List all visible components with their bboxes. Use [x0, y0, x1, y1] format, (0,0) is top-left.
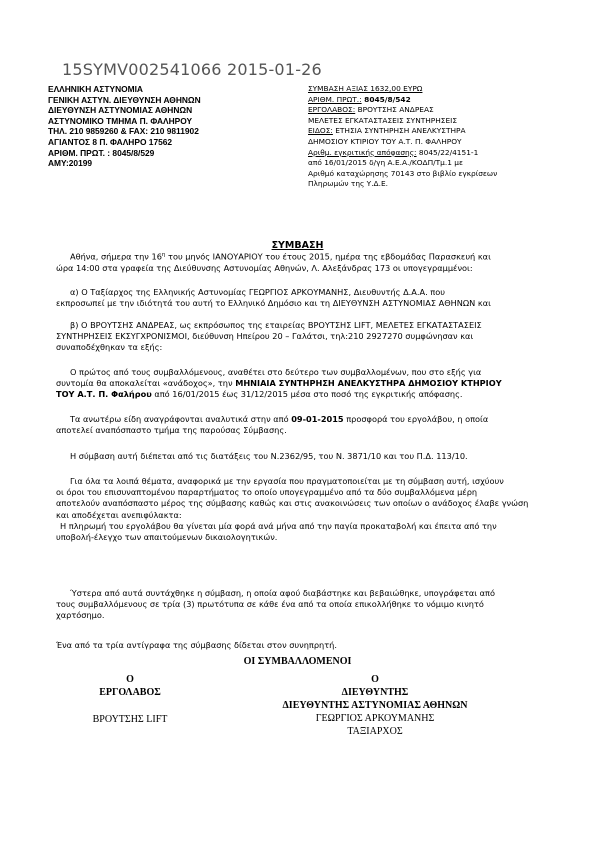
contractor-role: ΕΡΓΟΛΑΒΟΣ	[99, 687, 161, 698]
contractor-value: ΒΡΟΥΤΣΗΣ ΑΝΔΡΕΑΣ	[355, 105, 434, 115]
paragraph-copies	[56, 640, 556, 651]
document-title: ΣΥΜΒΑΣΗ	[271, 240, 324, 251]
text-run: συντομία θα αποκαλείται «ανάδοχος», την	[56, 378, 236, 389]
approval-line-4: Πληρωμών της Υ.Δ.Ε.	[308, 179, 388, 189]
ordinal-suffix: η	[161, 252, 166, 258]
text-run: του μηνός ΙΑΝΟΥΑΡΙΟΥ του έτους 2015, ημέρα της εβδομάδας Παρασκευή και	[165, 251, 491, 262]
approval-line	[308, 148, 578, 159]
contractor-activity: ΜΕΛΕΤΕΣ ΕΓΚΑΤΑΣΤΑΣΕΙΣ ΣΥΝΤΗΡΗΣΕΙΣ	[308, 115, 457, 125]
kind-value-cont: ΔΗΜΟΣΙΟΥ ΚΤΙΡΙΟΥ ΤΟΥ Α.Τ. Π. ΦΑΛΗΡΟΥ	[308, 136, 462, 146]
paragraph-terms	[56, 476, 556, 543]
contractor-label: ΕΡΓΟΛΑΒΟΣ:	[308, 105, 356, 115]
text-line: αποτελεί αναπόσπαστο τμήμα της παρούσας Σύμβασης.	[56, 425, 287, 436]
text-line	[56, 378, 556, 389]
contractor-line	[308, 105, 578, 116]
text-line: τους συμβαλλόμενους σε τρία (3) πρωτότυπα σε κάθε ένα από τα οποία επικολλήθηκε το νόμιμο κινητό	[56, 599, 484, 610]
paragraph-party-a	[56, 287, 556, 309]
director-name: ΓΕΩΡΓΙΟΣ ΑΡΚΟΥΜΑΝΗΣ	[315, 713, 435, 724]
issuer-block	[48, 84, 288, 169]
text-line: ώρα 14:00 στα γραφεία της Διεύθυνσης Αστυνομίας Αθηνών, Λ. Αλεξάνδρας 173 οι υπογεγραμμένοι:	[56, 262, 473, 273]
contractor-signatory: ΒΡΟΥΤΣΗΣ LIFT	[92, 714, 168, 725]
text-line: Η πληρωμή του εργολάβου θα γίνεται μία φορά ανά μήνα από την παγία προκαταβολή και έπειτα από την	[60, 520, 497, 531]
contractor-article: Ο	[126, 674, 134, 685]
text-line: Ένα από τα τρία αντίγραφα της σύμβασης δίδεται στον συνηπρητή.	[56, 640, 337, 650]
text-line: Ο πρώτος από τους συμβαλλόμενους, αναθέτει στο δεύτερο των συμβαλλομένων, που στο εξής για	[70, 367, 482, 377]
director-role-full: ΔΙΕΥΘΥΝΤΗΣ ΑΣΤΥΝΟΜΙΑΣ ΑΘΗΝΩΝ	[282, 700, 468, 711]
offer-date: 09-01-2015	[291, 414, 344, 424]
protocol-label: ΑΡΙΘΜ. ΠΡΩΤ.:	[308, 94, 362, 104]
paragraph-opening	[56, 250, 556, 274]
paragraph-assignment	[56, 367, 556, 401]
issuer-line: ΑΡΙΘΜ. ΠΡΩΤ. : 8045/8/529	[48, 147, 155, 158]
text-run: Αθήνα, σήμερα την 16	[70, 251, 162, 262]
text-line: αποτελούν αναπόσπαστο μέρος της σύμβασης καθώς και στις ανακοινώσεις των οποίων ο ανάδοχος έλαβε γνώση	[56, 498, 529, 509]
issuer-line: ΤΗΛ. 210 9859260 & FAX: 210 9811902	[48, 126, 199, 137]
text-line: ΣΥΝΤΗΡΗΣΕΙΣ ΕΚΣΥΓΧΡΟΝΙΣΜΟΙ, διεύθυνση Ηπείρου 20 – Γαλάτσι, τηλ:210 2927270 συμφώνησαν και	[56, 331, 474, 342]
director-rank: ΤΑΞΙΑΡΧΟΣ	[347, 726, 403, 737]
director-role: ΔΙΕΥΘΥΝΤΗΣ	[341, 687, 409, 698]
kind-label: ΕΙΔΟΣ:	[308, 126, 333, 136]
text-line	[56, 389, 556, 400]
paragraph-party-b	[56, 320, 556, 354]
text-line: Η σύμβαση αυτή διέπεται από τις διατάξεις του Ν.2362/95, του Ν. 3871/10 και του Π.Δ. 113/10.	[70, 451, 468, 461]
approval-line-3: Αριθμό καταχώρησης 70143 στο βιβλίο εγκρίσεων	[308, 168, 498, 178]
kind-line	[308, 126, 578, 137]
text-line: Ύστερα από αυτά συντάχθηκε η σύμβαση, η οποία αφού διαβάστηκε και βεβαιώθηκε, υπογράφεται από	[70, 588, 495, 598]
kind-value: ΕΤΗΣΙΑ ΣΥΝΤΗΡΗΣΗ ΑΝΕΛΚΥΣΤΗΡΑ	[332, 126, 466, 136]
text-run: Τα ανωτέρω είδη αναγράφονται αναλυτικά στην από	[70, 414, 292, 424]
director-article: Ο	[371, 674, 379, 685]
issuer-line: ΑΜΥ:20199	[48, 158, 93, 169]
approval-line-2: από 16/01/2015 δ/γη Α.Ε.Α./ΚΟΔΠ/Τμ.1 με	[308, 158, 463, 168]
text-line: και αποδέχεται ανεπιφύλακτα:	[56, 509, 182, 520]
text-line: υποβολή-έλεγχο των απαιτούμενων δικαιολογητικών.	[56, 532, 278, 543]
text-line: α) Ο Ταξίαρχος της Ελληνικής Αστυνομίας ΓΕΩΡΓΙΟΣ ΑΡΚΟΥΜΑΝΗΣ, Διευθυντής Δ.Α.Α. που	[70, 287, 445, 297]
issuer-line: ΑΣΤΥΝΟΜΙΚΟ ΤΜΗΜΑ Π. ΦΑΛΗΡΟΥ	[48, 115, 193, 126]
paragraph-legal-basis	[56, 451, 556, 462]
text-line: χαρτόσημο.	[56, 610, 105, 621]
text-line: Για όλα τα λοιπά θέματα, αναφορικά με την εργασία που πραγματοποιείται με τη σύμβαση αυτή, ισχύουν	[70, 476, 504, 486]
issuer-line: ΕΛΛΗΝΙΚΗ ΑΣΤΥΝΟΜΙΑ	[48, 84, 143, 94]
paragraph-offer	[56, 414, 556, 436]
protocol-line	[308, 95, 578, 106]
approval-label: Αριθμ. εγκριτικής απόφασης:	[308, 147, 417, 157]
approval-value: 8045/22/4151-1	[416, 147, 479, 157]
issuer-line: ΓΕΝΙΚΗ ΑΣΤΥΝ. ΔΙΕΥΘΥΝΣΗ ΑΘΗΝΩΝ	[48, 94, 201, 105]
ada-code: 15SYMV002541066 2015-01-26	[62, 60, 322, 79]
service-name-cont: ΤΟΥ Α.Τ. Π. Φαλήρου	[56, 389, 152, 400]
text-run: προσφορά του εργολάβου, η οποία	[343, 414, 489, 424]
text-line	[56, 414, 556, 425]
contract-summary-block	[308, 84, 578, 190]
text-line	[56, 250, 556, 263]
issuer-line: ΑΓΙΑΝΤΟΣ 8 Π. ΦΑΛΗΡΟ 17562	[48, 136, 173, 147]
text-line: συναποδέχθηκαν τα εξής:	[56, 342, 163, 353]
text-line: β) Ο ΒΡΟΥΤΣΗΣ ΑΝΔΡΕΑΣ, ως εκπρόσωπος της εταιρείας ΒΡΟΥΤΣΗΣ LIFT, ΜΕΛΕΤΕΣ ΕΓΚΑΤΑΣΤΑΣΕΙΣ	[70, 320, 482, 330]
signatures-heading: ΟΙ ΣΥΜΒΑΛΛΟΜΕΝΟΙ	[243, 656, 352, 667]
text-line: οι όροι του επισυναπτομένου παραρτήματος το οποίο υπογεγραμμένο από τα δύο συμβαλλόμενα μέρη	[56, 487, 478, 498]
paragraph-signing	[56, 588, 556, 622]
service-name: ΜΗΝΙΑΙΑ ΣΥΝΤΗΡΗΣΗ ΑΝΕΛΚΥΣΤΗΡΑ ΔΗΜΟΣΙΟΥ ΚΤΗΡΙΟΥ	[235, 378, 502, 389]
text-line: εκπροσωπεί με την ιδιότητά του αυτή το Ελληνικό Δημόσιο και τη ΔΙΕΥΘΥΝΣΗ ΑΣΤΥΝΟΜΙΑΣ ΑΘΗΝΩΝ και	[56, 298, 491, 309]
contract-amount: ΣΥΜΒΑΣΗ ΑΞΙΑΣ 1632,00 ΕΥΡΩ	[308, 84, 423, 93]
issuer-line: ΔΙΕΥΘΥΝΣΗ ΑΣΤΥΝΟΜΙΑΣ ΑΘΗΝΩΝ	[48, 105, 193, 116]
text-run: από 16/01/2015 έως 31/12/2015 μέσα στο ποσό της εγκριτικής απόφασης.	[151, 389, 463, 400]
protocol-value: 8045/8/542	[361, 94, 411, 104]
